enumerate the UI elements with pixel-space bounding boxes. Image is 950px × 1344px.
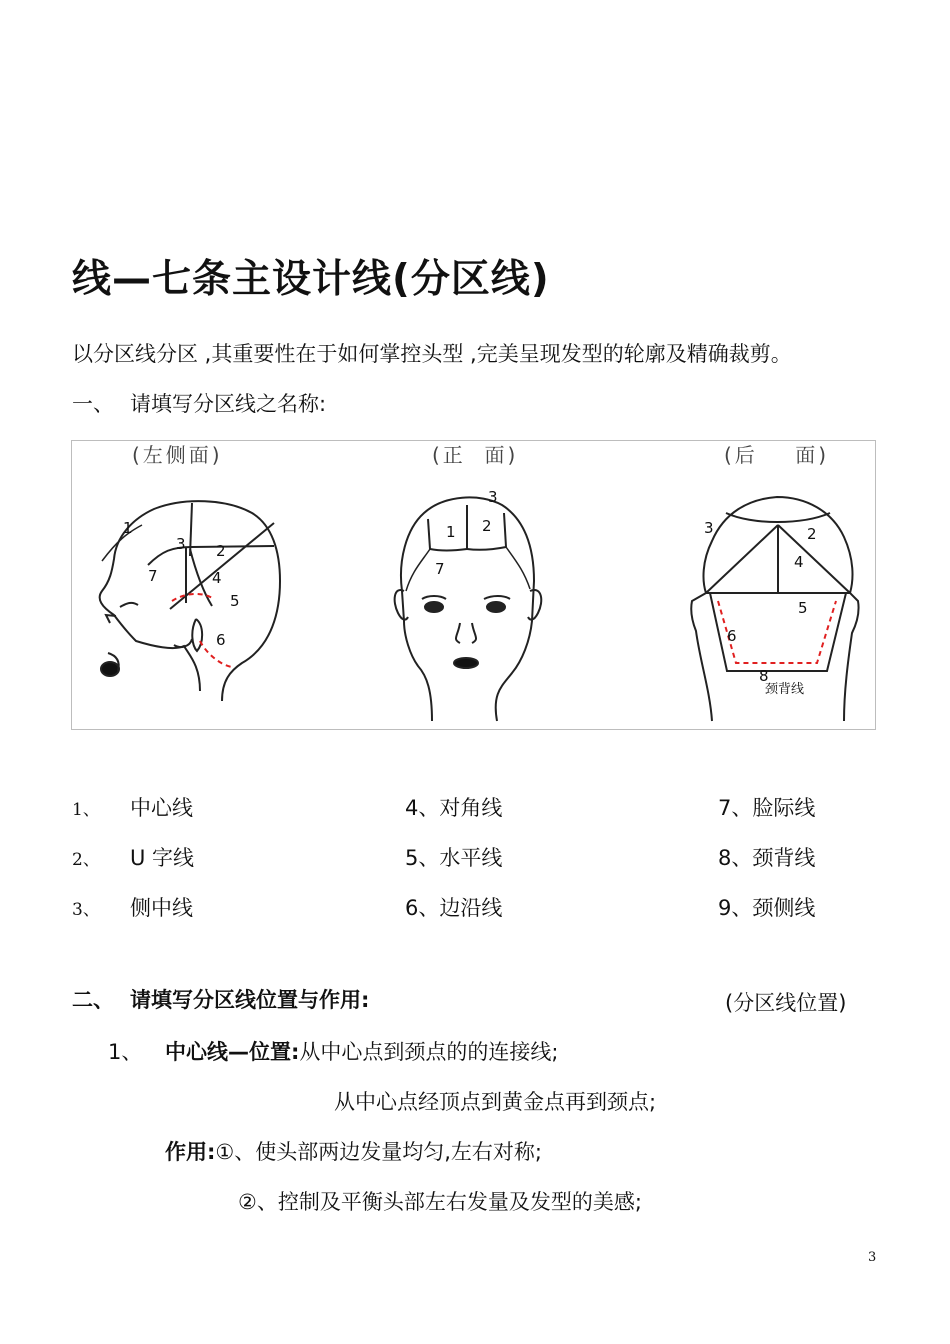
section-2-number: 二、: [72, 988, 114, 1012]
front-view-label: (正 面): [432, 443, 519, 467]
front-number: 7: [435, 560, 445, 578]
back-view-label: (后 面): [724, 443, 830, 467]
section-1-heading: [72, 388, 326, 418]
item-1-effect: [165, 1136, 542, 1166]
side-number: 1: [123, 519, 133, 537]
list-item: 7、脸际线: [718, 796, 816, 820]
front-number: 2: [482, 517, 492, 535]
back-number: 6: [727, 627, 737, 645]
item-1-number: 1、: [108, 1040, 143, 1064]
front-view-face: [395, 497, 542, 721]
side-number: 4: [212, 569, 222, 587]
back-number: 4: [794, 553, 804, 571]
side-number: 7: [148, 567, 158, 585]
section-2-heading: [72, 984, 369, 1014]
item-1-position-1: 从中心点到颈点的的连接线;: [299, 1040, 559, 1064]
back-number: 5: [798, 599, 808, 617]
side-number: 3: [176, 535, 186, 553]
side-number: 5: [230, 592, 240, 610]
item-1-position-2: 从中心点经顶点到黄金点再到颈点;: [334, 1090, 657, 1114]
back-number: 2: [807, 525, 817, 543]
list-item: 8、颈背线: [718, 846, 816, 870]
page-number: 3: [868, 1250, 877, 1265]
item-1-heading: 中心线—位置:: [165, 1040, 300, 1064]
page-title: 线—七条主设计线(分区线): [72, 257, 550, 302]
side-view-label: (左侧面): [132, 443, 223, 467]
back-caption: 颈背线: [765, 682, 805, 697]
list-item: 5、水平线: [405, 846, 503, 870]
section-1-text: 请填写分区线之名称:: [130, 392, 327, 416]
head-diagram-figure: [71, 440, 876, 730]
back-number: 8: [759, 667, 769, 685]
section-2-note: (分区线位置): [725, 991, 847, 1015]
item-1-effect-label: 作用:: [165, 1140, 216, 1164]
section-2-text: 请填写分区线位置与作用:: [130, 988, 370, 1012]
side-number: 6: [216, 631, 226, 649]
item-1-effect-2: ②、控制及平衡头部左右发量及发型的美感;: [238, 1190, 642, 1214]
list-item: 9、颈侧线: [718, 896, 816, 920]
item-1-position: [165, 1036, 558, 1066]
list-item: 2、 U 字线: [72, 846, 195, 870]
section-1-number: 一、: [72, 392, 114, 416]
list-item: 3、 侧中线: [72, 896, 193, 920]
list-item: 6、边沿线: [405, 896, 503, 920]
front-number: 1: [446, 523, 456, 541]
front-number: 3: [488, 488, 498, 506]
side-number: 2: [216, 542, 226, 560]
intro-paragraph: 以分区线分区 ,其重要性在于如何掌控头型 ,完美呈现发型的轮廓及精确裁剪。: [72, 342, 792, 366]
list-item: 1、 中心线: [72, 796, 193, 820]
item-1-effect-1: ①、使头部两边发量均匀,左右对称;: [215, 1140, 542, 1164]
list-item: 4、对角线: [405, 796, 503, 820]
head-diagrams: [72, 441, 877, 731]
back-number: 3: [704, 519, 714, 537]
